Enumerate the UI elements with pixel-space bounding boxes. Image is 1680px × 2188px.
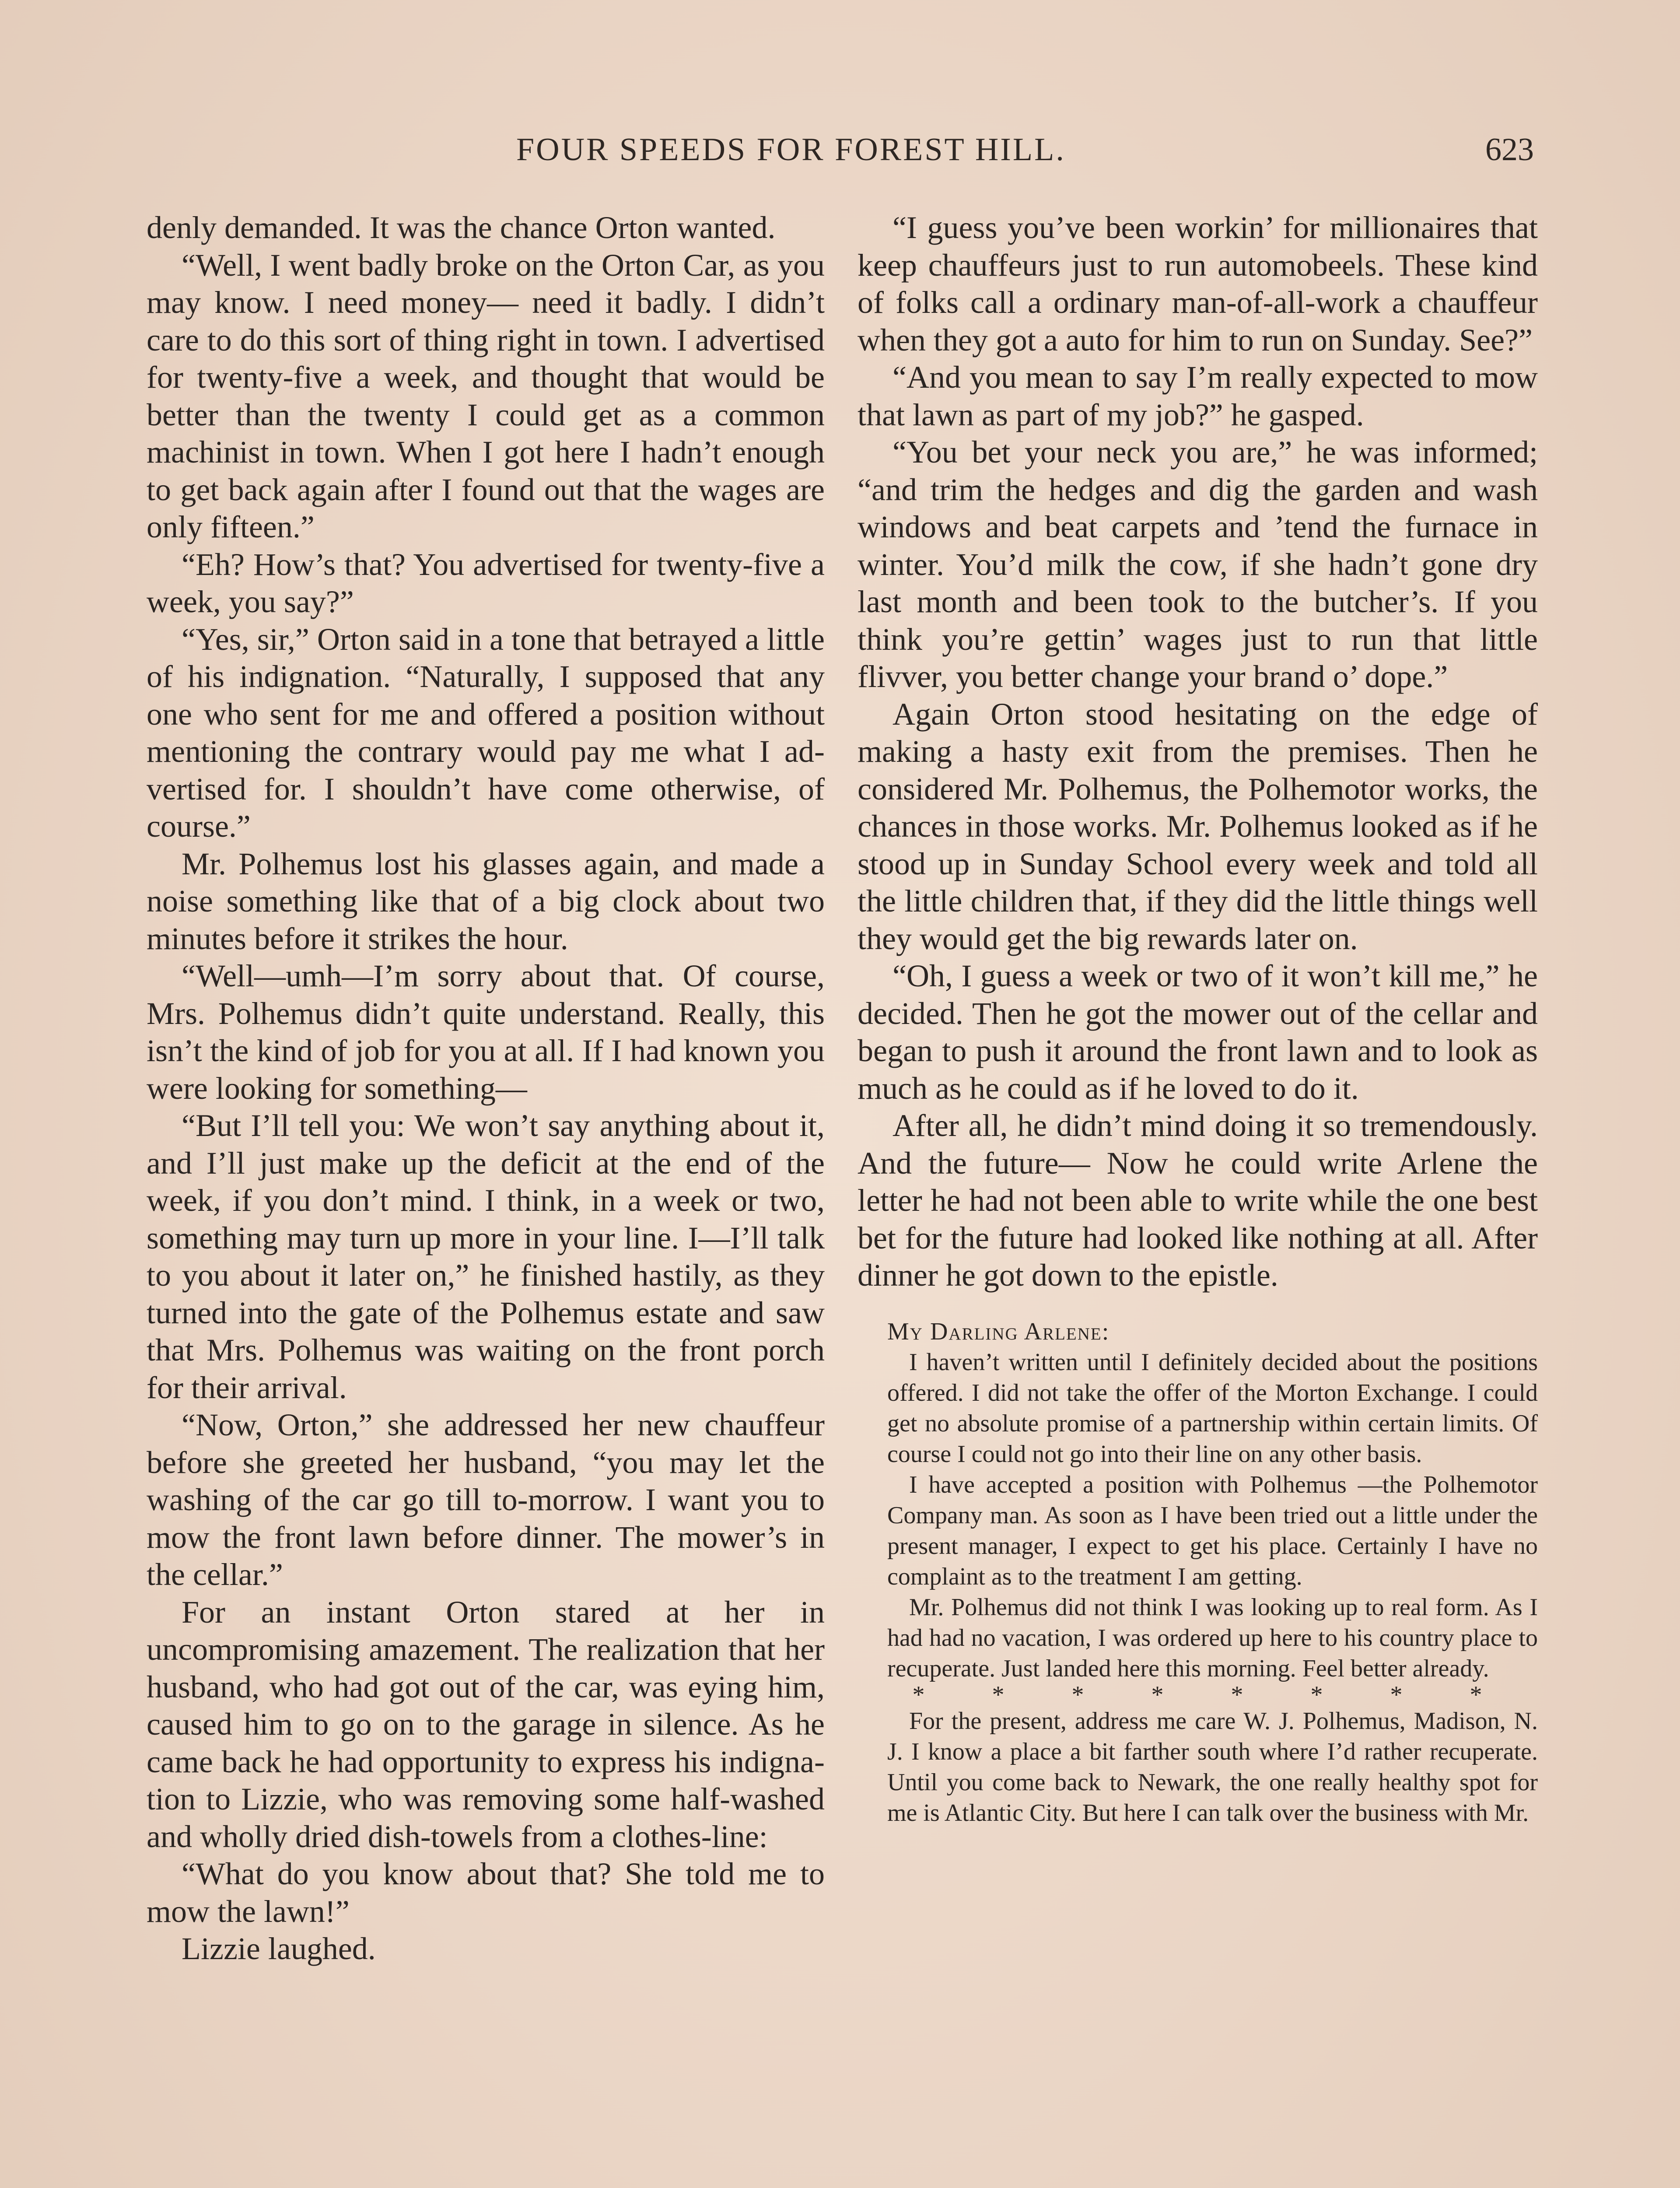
paragraph: “Well, I went badly broke on the Orton Car, as you may know. I need money— need it badly. I didn’t care to do this sort of thing right in town. I advertised for twenty-five a week, and thought that would be better than the twenty I could get as a common machinist in town. When I got here I hadn’t enough to get back again after I found out that the wages are only fifteen.” bbox=[147, 247, 825, 544]
paragraph: “But I’ll tell you: We won’t say anything about it, and I’ll just make up the deficit at the end of the week, if you don’t mind. I think, in a week or two, something may turn up more in your line. I—I’ll talk to you about it later on,” he finished hastily, as they turned into the gate of the Polhemus estate and saw that Mrs. Polhemus was waiting on the front porch for their arrival. bbox=[147, 1108, 825, 1405]
paragraph: “Eh? How’s that? You advertised for twenty-five a week, you say?” bbox=[147, 547, 825, 619]
paragraph: “And you mean to say I’m really expected to mow that lawn as part of my job?” he gasped. bbox=[858, 360, 1538, 432]
running-title: FOUR SPEEDS FOR FOREST HILL. bbox=[516, 132, 1066, 168]
paragraph: “Oh, I guess a week or two of it won’t kill me,” he decided. Then he got the mower out of the cellar and began to push it around the front lawn and to look as much as he could as if he loved to do it. bbox=[858, 958, 1538, 1106]
paragraph: For an instant Orton stared at her in uncompromising amazement. The realization that her husband, who had got out of the car, was eying him, caused him to go on to the garage in silence. As he came back he had opportunity to express his indignation to Lizzie, who was removing some half-washed and wholly dried dish-towels from a clothes-line: bbox=[147, 1594, 825, 1854]
letter-block bbox=[858, 1316, 1538, 1828]
paragraph: “I guess you’ve been workin’ for millionaires that keep chauffeurs just to run automobeels. These kind of folks call a ordinary man-of-all-work a chauffeur when they got a auto for him to run on Sunday. See?” bbox=[858, 210, 1538, 358]
left-column bbox=[147, 209, 825, 1968]
letter-paragraph: Mr. Polhemus did not think I was looking up to real form. As I had had no vacation, I was ordered up here to his country place to recuperate. Just landed here this morning. Feel better already. bbox=[887, 1593, 1538, 1682]
paragraph: “Yes, sir,” Orton said in a tone that betrayed a little of his indignation. “Naturally, I supposed that any one who sent for me and offered a position without mentioning the contrary would pay me what I advertised for. I shouldn’t have come otherwise, of course.” bbox=[147, 621, 825, 844]
letter-salutation: My Darling Arlene: bbox=[887, 1318, 1110, 1345]
paragraph: “Well—umh—I’m sorry about that. Of course, Mrs. Polhemus didn’t quite understand. Really, this isn’t the kind of job for you at all. If I had known you were looking for something— bbox=[147, 958, 825, 1106]
paragraph: Again Orton stood hesitating on the edge of making a hasty exit from the premises. Then he considered Mr. Polhemus, the Polhemotor works, the chances in those works. Mr. Polhemus looked as if he stood up in Sunday School every week and told all the little children that, if they did the little things well they would get the big rewards later on. bbox=[858, 696, 1538, 956]
paragraph: After all, he didn’t mind doing it so tremendously. And the future— Now he could write Arlene the letter he had not been able to write while the one best bet for the future had looked like nothing at all. After dinner he got down to the epistle. bbox=[858, 1108, 1538, 1293]
paragraph: Lizzie laughed. bbox=[182, 1931, 376, 1966]
paragraph: Mr. Polhemus lost his glasses again, and made a noise something like that of a big clock about two minutes before it strikes the hour. bbox=[147, 846, 825, 956]
letter-postscript: For the present, address me care W. J. Polhemus, Madison, N. J. I know a place a bit farther south where I’d rather recuperate. Until you come back to Newark, the one really healthy spot for me is Atlantic City. But here I can talk over the business with Mr. bbox=[887, 1707, 1538, 1827]
paragraph: “You bet your neck you are,” he was informed; “and trim the hedges and dig the garden and wash windows and beat carpets and ’tend the furnace in winter. You’d milk the cow, if she hadn’t gone dry last month and been took to the butcher’s. If you think you’re gettin’ wages just to run that little flivver, you better change your brand o’ dope.” bbox=[858, 435, 1538, 694]
letter-paragraph: I haven’t written until I definitely decided about the positions offered. I did not take the offer of the Morton Exchange. I could get no absolute promise of a partnership within certain limits. Of course I could not go into their line on any other basis. bbox=[887, 1348, 1538, 1468]
paragraph: “Now, Orton,” she addressed her new chauffeur before she greeted her husband, “you may let the washing of the car go till to-morrow. I want you to mow the front lawn before dinner. The mower’s in the cellar.” bbox=[147, 1407, 825, 1592]
paragraph: denly demanded. It was the chance Orton wanted. bbox=[147, 210, 776, 245]
paragraph: “What do you know about that? She told me to mow the lawn!” bbox=[147, 1856, 825, 1929]
page-number: 623 bbox=[1485, 132, 1534, 168]
letter-paragraph: I have accepted a position with Polhemus —the Polhemotor Company man. As soon as I have been tried out a little under the present manager, I expect to get his place. Certainly I have no complaint as to the treatment I am getting. bbox=[887, 1471, 1538, 1590]
right-column bbox=[858, 209, 1538, 1828]
section-separator: * * * * * * * * bbox=[912, 1681, 1513, 1708]
